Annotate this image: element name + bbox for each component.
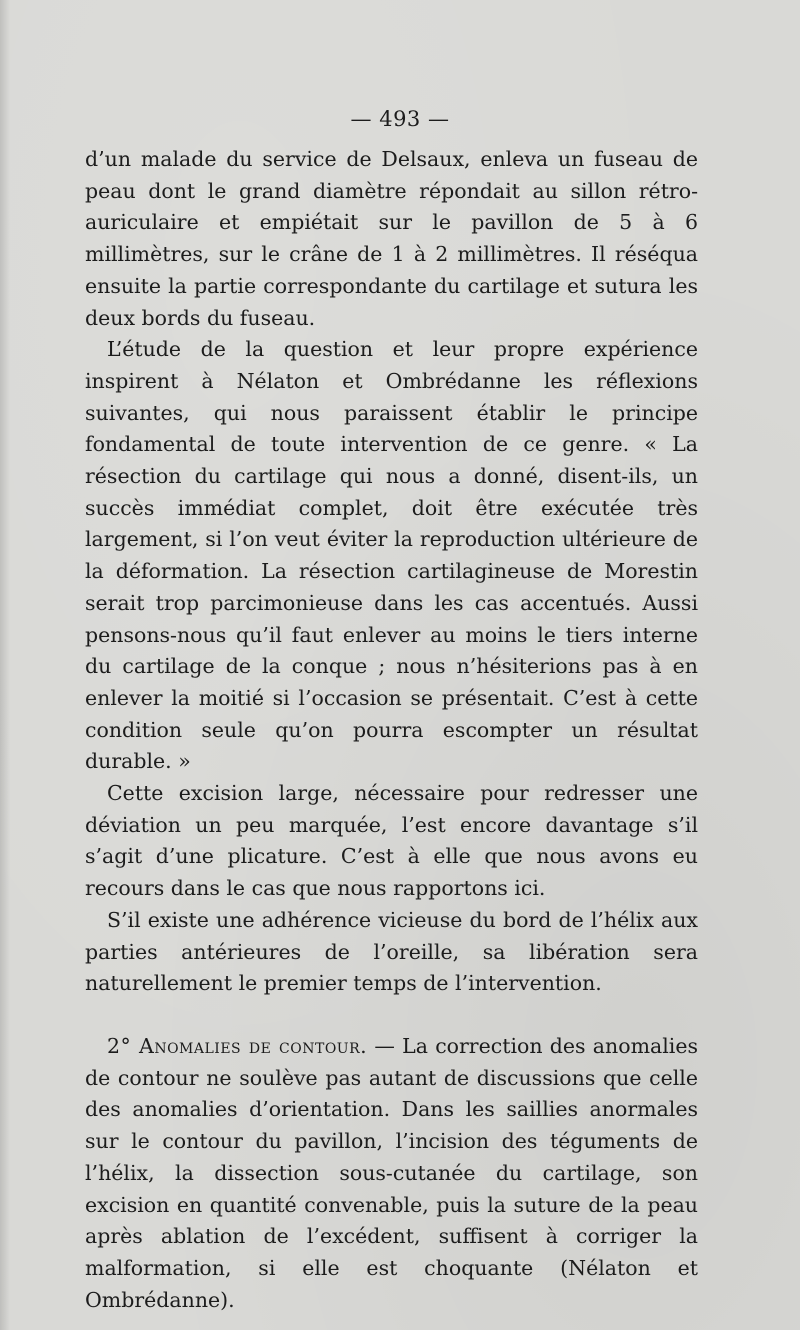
paragraph: L’étude de la question et leur propre expérience inspirent à Nélaton et Ombrédanne les réflexions suivantes, qui nous paraissent établir le principe fondamental de toute intervention de ce genre. « La résection du cartilage qui nous a donné, disent-ils, un succès immédiat complet, doit être exécutée très largement, si l’on veut éviter la reproduction ultérieure de la déformation. La résection cartilagineuse de Morestin serait trop parcimonieuse dans les cas accentués. Aussi pensons-nous qu’il faut enlever au moins le tiers interne du cartilage de la conque ; nous n’hésiterions pas à en enlever la moitié si l’occasion se présentait. C’est à cette condition seule qu’on pourra escompter un résultat durable. » <box>85 337 698 774</box>
page-edge-shadow <box>0 0 10 1330</box>
section-text: La correction des anomalies de contour ne soulève pas autant de discussions que celle des anomalies d’orientation. Dans les saillies anormales sur le contour du pavillon, l’incision des téguments de l’hélix, la dissection sous-cutanée du cartilage, son excision en quantité convenable, puis la suture de la peau après ablation de l’excédent, suffisent à corriger la malformation, si elle est choquante (Nélaton et Ombrédanne). <box>85 1033 698 1312</box>
paragraph: Cette excision large, nécessaire pour redresser une déviation un peu marquée, l’est encore davantage s’il s’agit d’une plicature. C’est à elle que nous avons eu recours dans le cas que nous rapportons ici. <box>85 781 698 901</box>
paragraph: S’il existe une adhérence vicieuse du bord de l’hélix aux parties antérieures de l’oreille, sa libération sera naturellement le premier temps de l’intervention. <box>85 907 698 996</box>
section-paragraph <box>85 1031 698 1316</box>
section-dash: — <box>367 1033 403 1058</box>
page-number: — 493 — <box>350 107 450 131</box>
body-text <box>85 144 698 1316</box>
paragraph-continuation: d’un malade du service de Delsaux, enleva un fuseau de peau dont le grand diamètre répondait au sillon rétro-auriculaire et empiétait sur le pavillon de 5 à 6 millimètres, sur le crâne de 1 à 2 millimètres. Il réséqua ensuite la partie correspondante du cartilage et sutura les deux bords du fuseau. <box>85 147 698 330</box>
section-heading: 2° Anomalies de contour. <box>107 1033 368 1058</box>
